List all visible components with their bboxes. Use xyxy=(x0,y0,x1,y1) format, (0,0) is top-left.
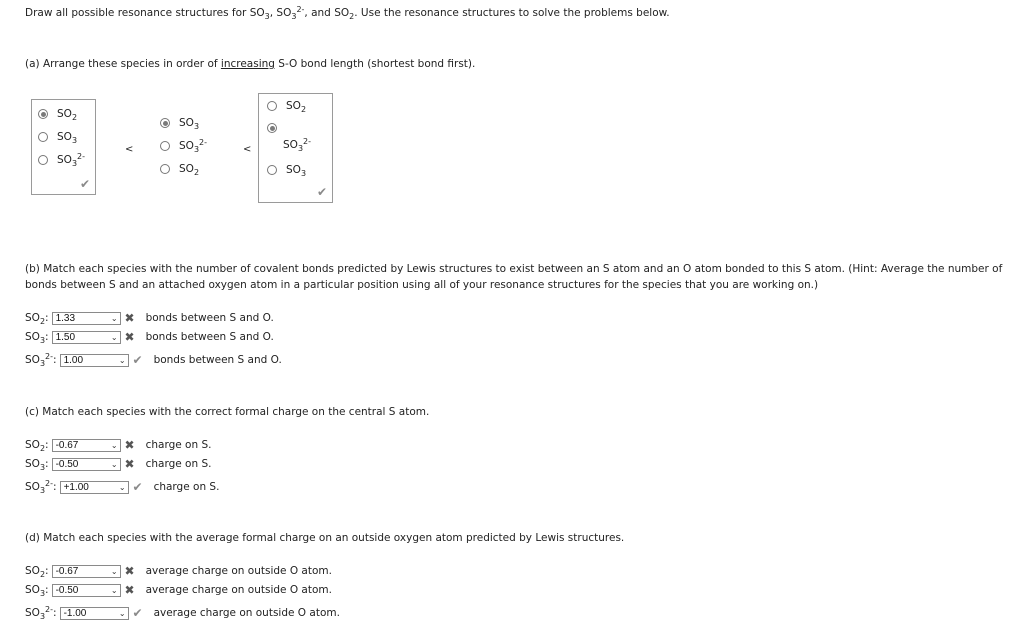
bonds-select-so3[interactable]: 1.50 ⌄ xyxy=(52,331,121,344)
species-label: $SO_3$: xyxy=(25,584,49,598)
chevron-down-icon: ⌄ xyxy=(110,459,118,469)
rank-1-option-2[interactable]: $SO_3$ xyxy=(38,131,77,143)
part-b-prompt-line-2: bonds between S and an attached oxygen atom in a particular position using all of your resonance structures for the species that you are working on.) xyxy=(25,279,819,291)
separator: , xyxy=(269,7,277,19)
rank-1-option-1[interactable]: $SO_2$ xyxy=(38,108,77,120)
rank-1-option-3[interactable]: $SO_3^{2-}$ xyxy=(38,154,85,166)
x-icon: ✖ xyxy=(124,457,135,471)
species-label: $SO_2$: xyxy=(25,565,49,579)
chevron-down-icon: ⌄ xyxy=(118,482,126,492)
part-b-prompt-line-1: (b) Match each species with the number of covalent bonds predicted by Lewis structures to exist between an S atom and an O atom bonded to this S atom. (Hint: Average the number of xyxy=(25,263,1003,275)
rank-3-option-3[interactable]: $SO_3$ xyxy=(267,164,306,176)
chevron-down-icon: ⌄ xyxy=(110,440,118,450)
chevron-down-icon: ⌄ xyxy=(110,585,118,595)
charge-select-so3[interactable]: -0.50 ⌄ xyxy=(52,458,121,471)
part-b-row-so2 xyxy=(25,310,274,326)
species-label: $SO_2$: xyxy=(25,312,49,326)
row-suffix: charge on S. xyxy=(153,481,220,493)
species-label: $SO_3$: xyxy=(25,458,49,472)
part-d-row-so3-2minus xyxy=(25,605,340,621)
species-label: $SO_3^{2-}$: xyxy=(25,605,57,621)
species-label: $SO_2$: xyxy=(25,439,49,453)
part-c-row-so3 xyxy=(25,456,211,472)
x-icon: ✖ xyxy=(124,564,135,578)
checkmark-icon: ✔ xyxy=(132,606,143,620)
emphasis-increasing: increasing xyxy=(220,58,275,70)
less-than-sign: < xyxy=(243,144,252,155)
row-suffix: average charge on outside O atom. xyxy=(153,607,340,619)
row-suffix: charge on S. xyxy=(145,458,212,470)
charge-select-so3-2minus[interactable]: +1.00 ⌄ xyxy=(60,481,129,494)
row-suffix: bonds between S and O. xyxy=(145,312,274,324)
chevron-down-icon: ⌄ xyxy=(110,332,118,342)
rank-box-2 xyxy=(160,113,230,183)
intro-suffix: . Use the resonance structures to solve the problems below. xyxy=(354,7,670,19)
part-d-row-so2 xyxy=(25,563,332,579)
species-so3: $SO_3$ xyxy=(249,7,270,21)
part-c-row-so2 xyxy=(25,437,211,453)
x-icon: ✖ xyxy=(124,311,135,325)
radio-button[interactable] xyxy=(38,155,48,165)
checkmark-icon: ✔ xyxy=(132,353,143,367)
row-suffix: average charge on outside O atom. xyxy=(145,565,332,577)
part-b-row-so3 xyxy=(25,329,274,345)
row-suffix: bonds between S and O. xyxy=(145,331,274,343)
species-so3-2minus: $SO_3^{2-}$ xyxy=(276,5,305,21)
rank-2-option-1[interactable]: $SO_3$ xyxy=(160,117,199,129)
row-suffix: bonds between S and O. xyxy=(153,354,282,366)
oxygen-charge-select-so3-2minus[interactable]: -1.00 ⌄ xyxy=(60,607,129,620)
charge-select-so2[interactable]: -0.67 ⌄ xyxy=(52,439,121,452)
chevron-down-icon: ⌄ xyxy=(110,566,118,576)
less-than-sign: < xyxy=(125,144,134,155)
species-label: $SO_3$: xyxy=(25,331,49,345)
checkmark-icon: ✔ xyxy=(132,480,143,494)
bonds-select-so3-2minus[interactable]: 1.00 ⌄ xyxy=(60,354,129,367)
part-b-row-so3-2minus xyxy=(25,352,282,368)
oxygen-charge-select-so3[interactable]: -0.50 ⌄ xyxy=(52,584,121,597)
species-label: $SO_3^{2-}$: xyxy=(25,352,57,368)
separator: , and xyxy=(304,7,335,19)
rank-3-option-1[interactable]: $SO_2$ xyxy=(267,100,306,112)
radio-button[interactable] xyxy=(160,164,170,174)
intro-text: Draw all possible resonance structures for xyxy=(25,7,250,19)
part-c-prompt: (c) Match each species with the correct formal charge on the central S atom. xyxy=(25,406,430,418)
x-icon: ✖ xyxy=(124,330,135,344)
radio-button[interactable] xyxy=(267,165,277,175)
radio-button[interactable] xyxy=(267,123,277,133)
checkmark-icon: ✔ xyxy=(317,185,328,199)
radio-button[interactable] xyxy=(160,118,170,128)
rank-2-option-2[interactable]: $SO_3^{2-}$ xyxy=(160,140,207,152)
rank-3-option-2[interactable]: $SO_3^{2-}$ xyxy=(267,123,311,151)
rank-box-1 xyxy=(31,99,96,195)
chevron-down-icon: ⌄ xyxy=(110,313,118,323)
bonds-select-so2[interactable]: 1.33 ⌄ xyxy=(52,312,121,325)
chevron-down-icon: ⌄ xyxy=(118,355,126,365)
rank-2-option-3[interactable]: $SO_2$ xyxy=(160,163,199,175)
instructions xyxy=(25,7,670,19)
x-icon: ✖ xyxy=(124,438,135,452)
row-suffix: charge on S. xyxy=(145,439,212,451)
radio-button[interactable] xyxy=(38,109,48,119)
part-d-prompt: (d) Match each species with the average formal charge on an outside oxygen atom predicted by Lewis structures. xyxy=(25,532,625,544)
radio-button[interactable] xyxy=(267,101,277,111)
part-d-row-so3 xyxy=(25,582,332,598)
oxygen-charge-select-so2[interactable]: -0.67 ⌄ xyxy=(52,565,121,578)
row-suffix: average charge on outside O atom. xyxy=(145,584,332,596)
rank-box-3 xyxy=(258,93,333,203)
part-c-row-so3-2minus xyxy=(25,479,219,495)
species-label: $SO_3^{2-}$: xyxy=(25,479,57,495)
radio-button[interactable] xyxy=(160,141,170,151)
x-icon: ✖ xyxy=(124,583,135,597)
radio-button[interactable] xyxy=(38,132,48,142)
checkmark-icon: ✔ xyxy=(80,177,91,191)
species-so2: $SO_2$ xyxy=(334,7,355,21)
part-a-prompt: (a) Arrange these species in order of increasing S-O bond length (shortest bond first). xyxy=(25,58,476,70)
chevron-down-icon: ⌄ xyxy=(118,608,126,618)
